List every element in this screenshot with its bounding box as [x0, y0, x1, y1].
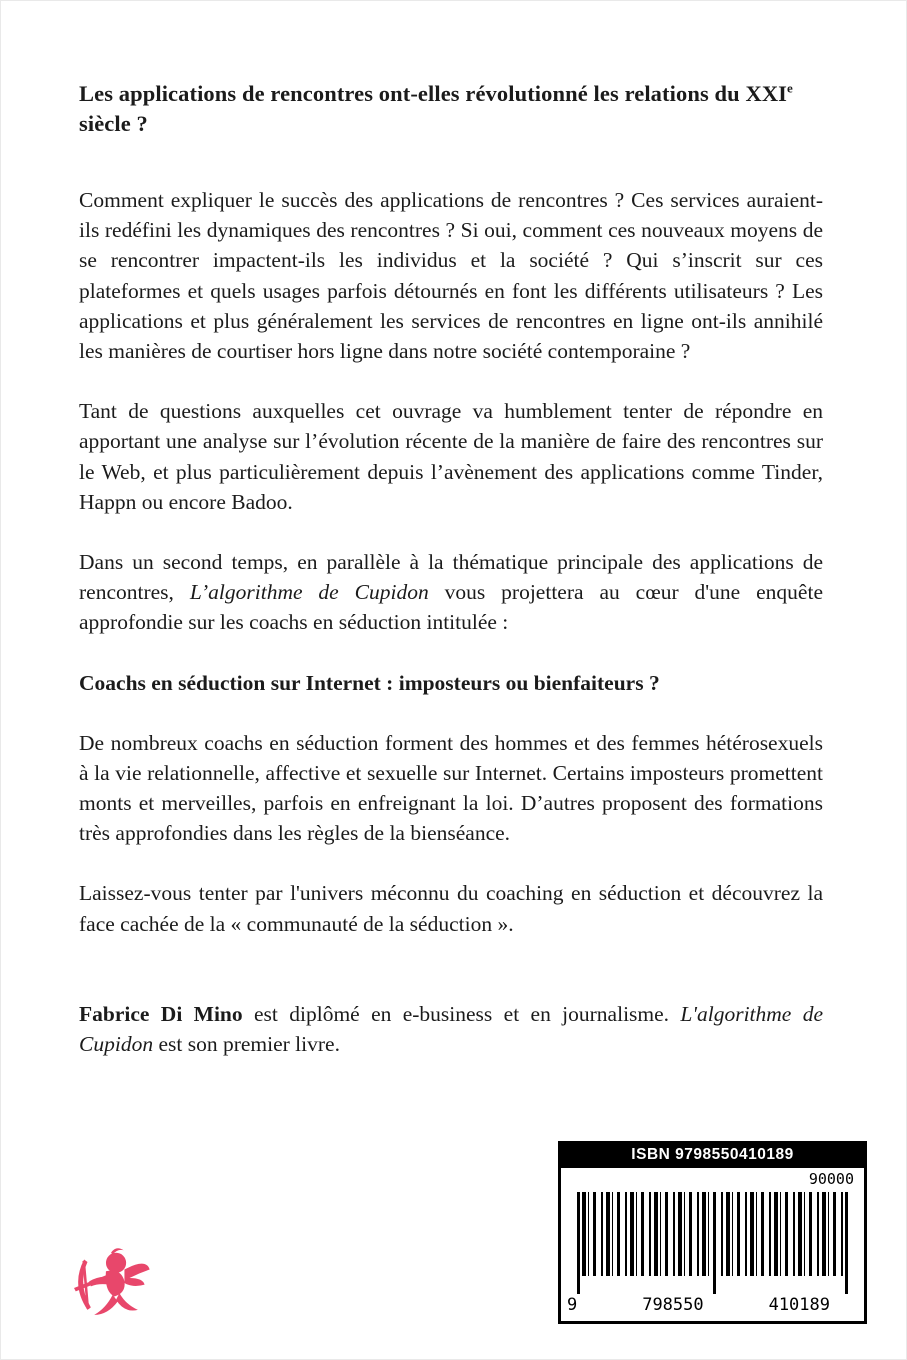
paragraph-second-part-start: Dans un second temps, en parallèle à la thématique principale des applications de rencontres,: [79, 550, 823, 605]
author-name: Fabrice Di Mino: [79, 1001, 243, 1026]
isbn-label: ISBN 9798550410189: [631, 1146, 794, 1163]
paragraph-second-part-end: vous projettera au cœur d'une enquête approfondie sur les coachs en séduction intitulée :: [79, 580, 823, 635]
paragraph-intro-questions: Comment expliquer le succès des applications de rencontres ? Ces services auraient-ils redéfini les dynamiques des rencontres ? Si oui, comment ces nouveaux moyens de se rencontrer impactent-ils les individus et la société ? Qui s’inscrit sur ces plateformes et quels usages parfois détournés en font les différents utilisateurs ? Les applications et plus généralement les services de rencontres en ligne ont-ils annihilé les manières de courtiser hors ligne dans notre société contemporaine ?: [79, 188, 823, 364]
barcode-digit-group-1: 9: [563, 1295, 581, 1315]
headline-text: Les applications de rencontres ont-elles révolutionné les relations du XXI: [79, 81, 788, 106]
back-cover-text: [79, 79, 823, 1089]
headline-superscript: e: [787, 80, 793, 96]
author-bio: [79, 999, 823, 1059]
headline: [79, 79, 823, 139]
barcode-guard-middle: [713, 1192, 716, 1294]
barcode-area: [561, 1168, 864, 1321]
barcode-guard-right: [845, 1192, 848, 1294]
author-bio-end: est son premier livre.: [153, 1032, 340, 1057]
subheading-coachs: Coachs en séduction sur Internet : imposteurs ou bienfaiteurs ?: [79, 670, 660, 695]
author-bio-mid: est diplômé en e-business et en journalisme.: [242, 1001, 681, 1026]
headline-text-end: siècle ?: [79, 111, 148, 136]
barcode-digit-group-2: 798550: [638, 1295, 707, 1315]
price-code: 90000: [808, 1170, 854, 1188]
cupid-logo-icon: [69, 1237, 153, 1329]
isbn-barcode: [558, 1141, 867, 1324]
paragraph-book-purpose: Tant de questions auxquelles cet ouvrage va humblement tenter de répondre en apportant une analyse sur l’évolution récente de la manière de faire des rencontres sur le Web, et plus particulièrement depuis l’avènement des applications comme Tinder, Happn ou encore Badoo.: [79, 399, 823, 514]
barcode-digit-group-3: 410189: [765, 1295, 834, 1315]
paragraph-second-part: [79, 547, 823, 638]
paragraph-invitation: Laissez-vous tenter par l'univers méconnu du coaching en séduction et découvrez la face cachée de la « communauté de la séduction ».: [79, 881, 823, 936]
barcode-digits: [561, 1295, 864, 1315]
barcode-guard-left: [577, 1192, 580, 1294]
book-title-italic: L’algorithme de Cupidon: [189, 580, 429, 605]
paragraph-coachs-description: De nombreux coachs en séduction forment des hommes et des femmes hétérosexuels à la vie relationnelle, affective et sexuelle sur Internet. Certains imposteurs promettent monts et merveilles, parfois en enfreignant la loi. D’autres proposent des formations très approfondies dans les règles de la bienséance.: [79, 730, 823, 846]
author-book-title: L'algorithme de Cupidon: [79, 1001, 823, 1057]
